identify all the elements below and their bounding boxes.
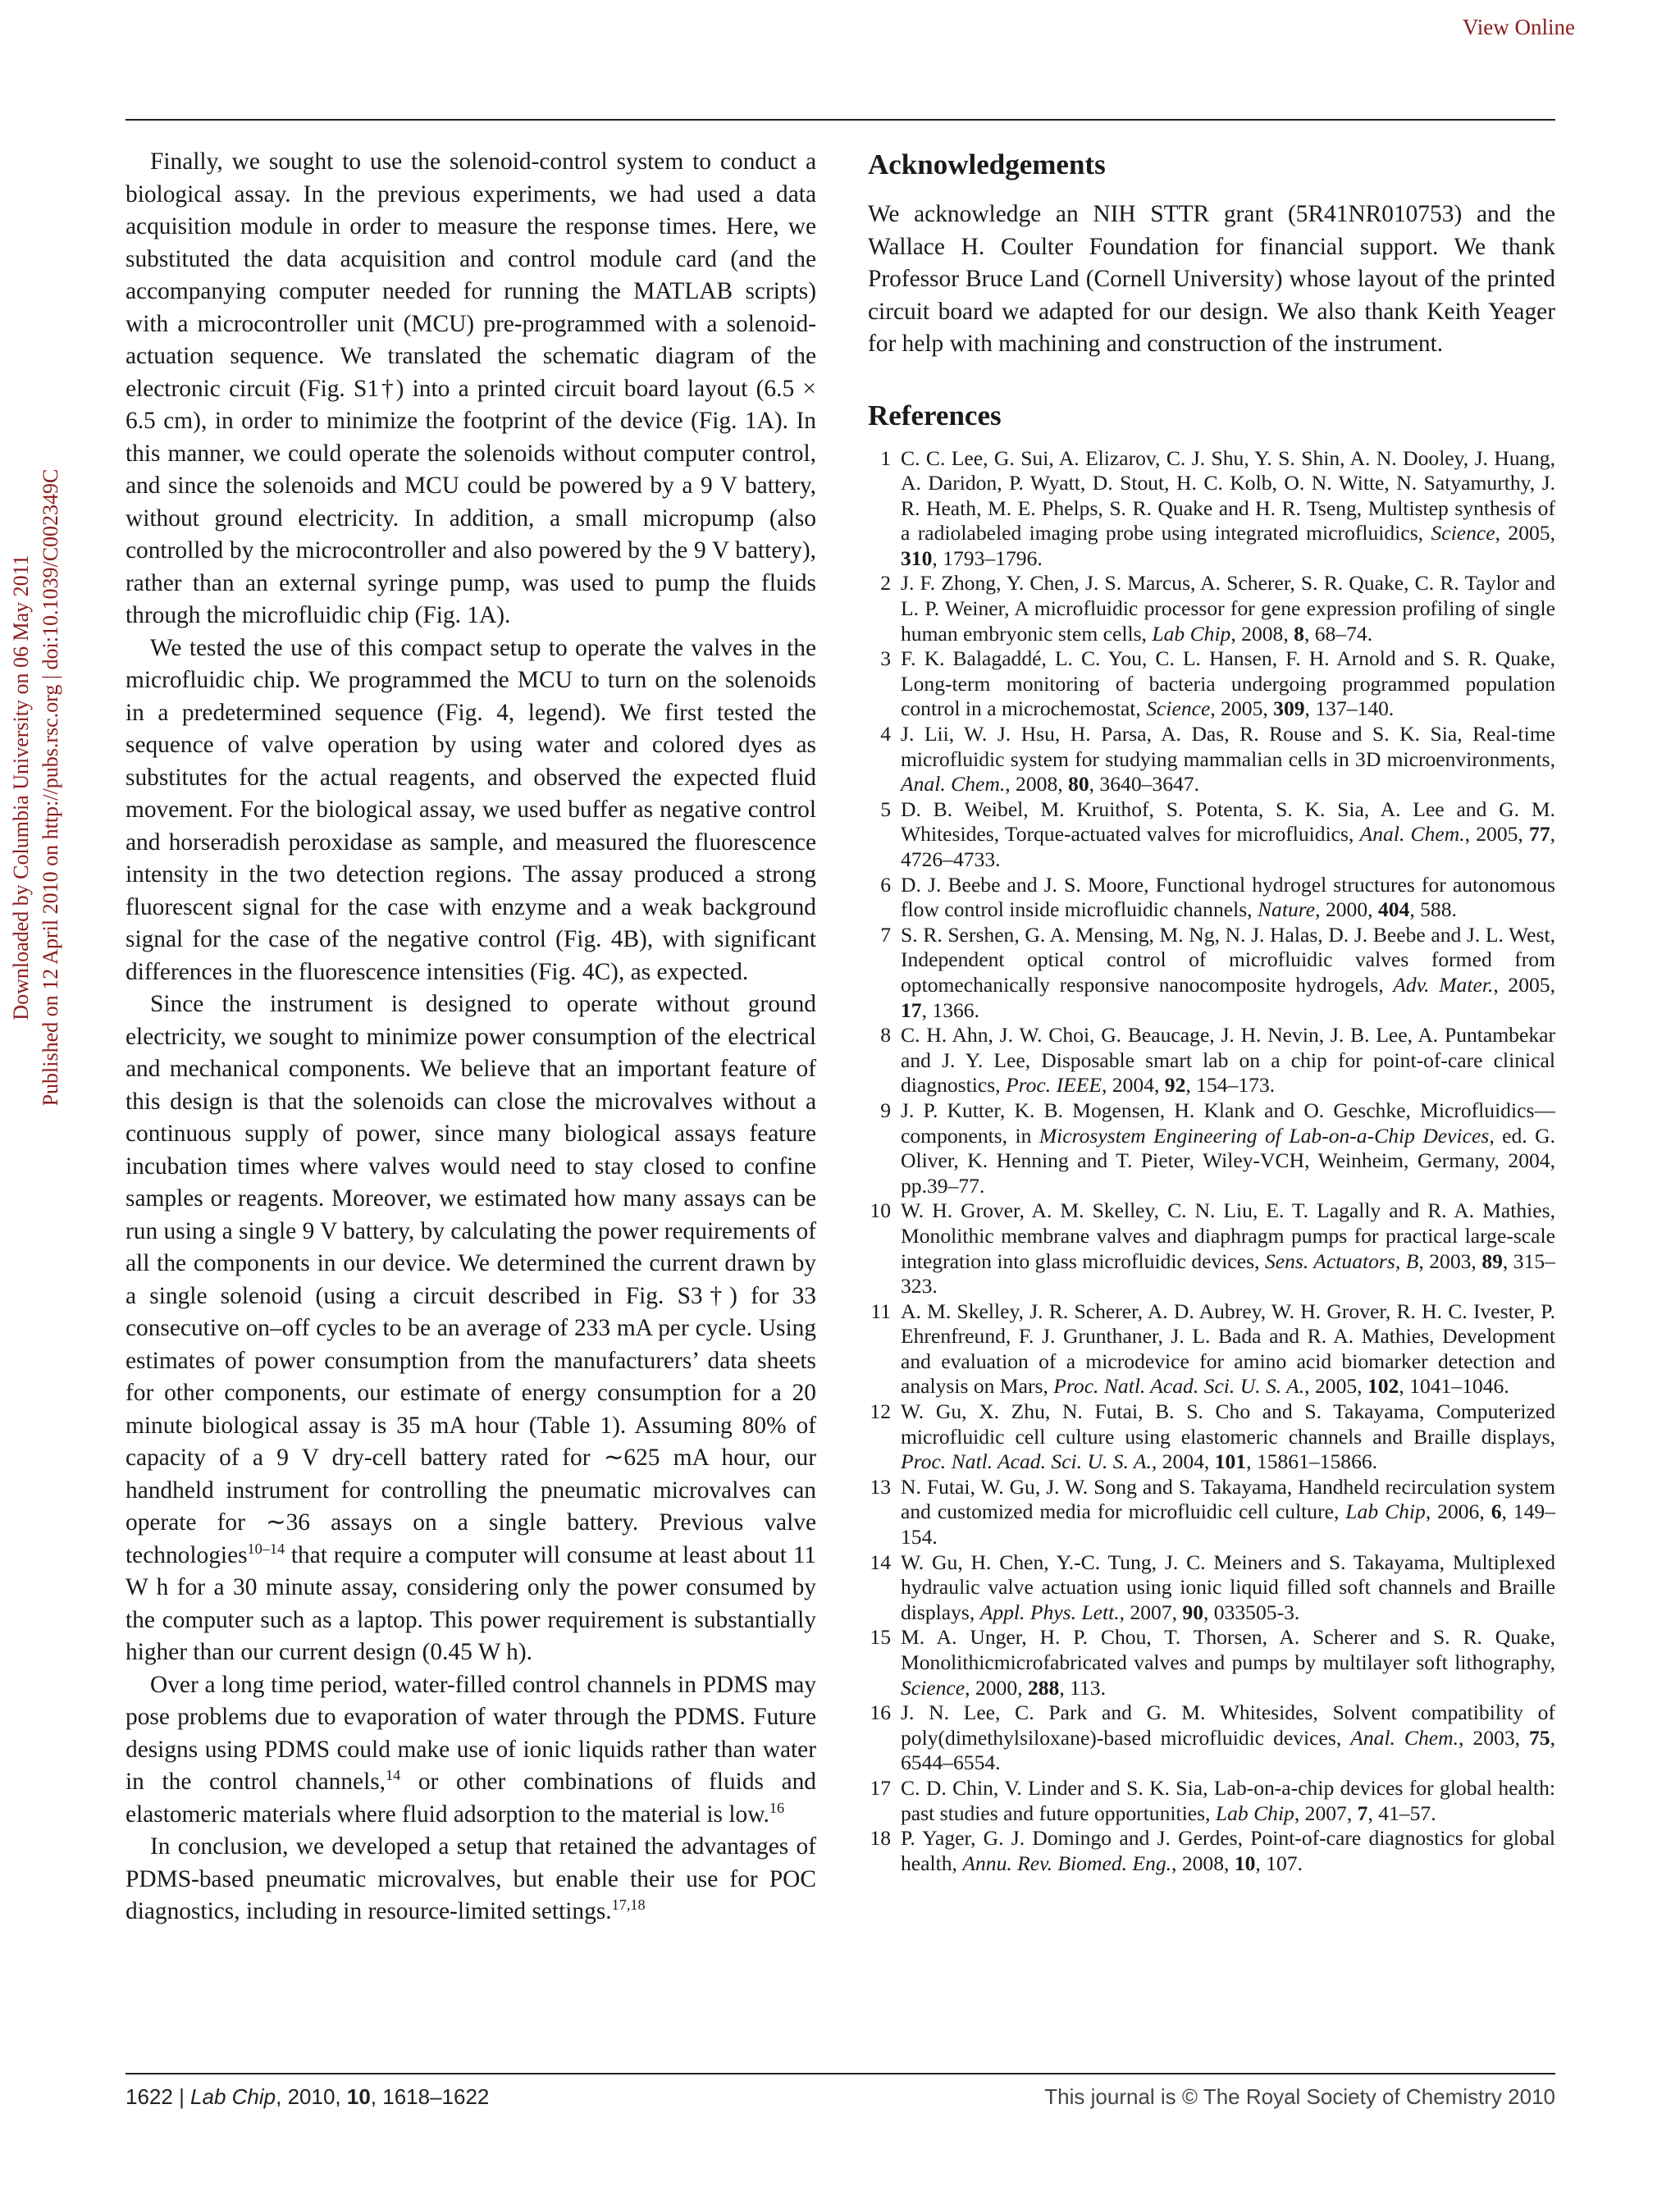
reference-item [868,797,1555,873]
reference-volume: 288 [1027,1675,1060,1700]
paragraph-2: We tested the use of this compact setup to operate the valves in the microfluidic chip. We programmed the MCU to turn on the solenoids in a predetermined sequence (Fig. 4, legend). We first tested the sequence of valve operation by using water and colored dyes as substitutes for the actual reagents, and observed the expected fluid movement. For the biological assay, we used buffer as negative control and horseradish peroxidase as sample, and measured the fluorescence intensity in the two detection regions. The assay produced a strong fluorescent signal for the case with enzyme and a weak background signal for the case of the negative control (Fig. 4B), with significant differences in the fluorescence intensities (Fig. 4C), as expected. [126,634,816,985]
reference-number: 18 [870,1826,891,1851]
reference-pages: , 154–173. [1185,1073,1276,1098]
reference-journal: Proc. IEEE [1005,1073,1102,1098]
reference-authors-title: A. M. Skelley, J. R. Scherer, A. D. Aubrey, W. H. Grover, R. H. C. Ivester, P. Ehrenfreund, F. J. Grunthaner, J. L. Bada and R. A. Mathies, Development and evaluation of a microdevice for amino acid biomarker detection and analysis on Mars, [901,1299,1555,1399]
citation-16[interactable]: 16 [769,1799,785,1816]
reference-pages: , 107. [1255,1851,1303,1875]
reference-number: 7 [880,922,891,947]
reference-year: , 2007, [1294,1801,1358,1825]
reference-year: , 2005, [1493,972,1555,997]
reference-item [868,446,1555,572]
reference-item [868,1098,1555,1198]
reference-pages: , 6544–6554. [901,1725,1555,1775]
reference-volume: 102 [1367,1374,1399,1399]
side-download-stamp [7,230,72,1345]
footer-separator: | [172,2084,191,2109]
reference-pages: , 588. [1409,897,1457,922]
reference-authors-title: F. K. Balagaddé, L. C. You, C. L. Hansen, F. H. Arnold and S. R. Quake, Long-term monitoring of bacteria undergoing programmed population control in a microchemostat, [901,646,1555,721]
reference-item [868,1550,1555,1626]
reference-authors-title: C. D. Chin, V. Linder and S. K. Sia, Lab-on-a-chip devices for global health: past studies and future opportunities, [901,1775,1555,1825]
reference-year: , 2000, [1315,897,1378,922]
reference-item [868,1776,1555,1826]
reference-pages: , 3640–3647. [1089,772,1199,796]
reference-volume: 404 [1377,897,1410,922]
reference-authors-title: S. R. Sershen, G. A. Mensing, M. Ng, N. J. Halas, D. J. Beebe and J. L. West, Independent optical control of microfluidic valves formed from optomechanically responsive nanocomposite hydrogels, [901,922,1555,997]
citation-10-14[interactable]: 10–14 [247,1540,285,1557]
reference-pages: , 149–154. [901,1499,1555,1550]
reference-authors-title: J. P. Kutter, K. B. Mogensen, H. Klank and O. Geschke, Microfluidics—components, in [901,1098,1555,1148]
reference-year: , ed. G. Oliver, K. Henning and T. Pieter, Wiley-VCH, Weinheim, Germany, 2004, pp.39–77. [901,1123,1555,1198]
reference-number: 6 [880,872,891,897]
reference-pages: , 41–57. [1367,1801,1436,1825]
reference-year: , 2005, [1464,822,1530,847]
footer-year: , 2010, [276,2084,347,2109]
reference-number: 15 [870,1625,891,1650]
reference-year: , 2008, [1230,621,1294,646]
reference-authors-title: N. Futai, W. Gu, J. W. Song and S. Takayama, Handheld recirculation system and customized media for microfluidic cell culture, [901,1474,1555,1524]
reference-item [868,1475,1555,1550]
reference-authors-title: W. H. Grover, A. M. Skelley, C. N. Liu, E. T. Lagally and R. A. Mathies, Monolithic membrane valves and diaphragm pumps for practical large-scale integration into glass microfluidic devices, [901,1198,1555,1273]
reference-journal: Lab Chip [1215,1801,1294,1825]
reference-authors-title: W. Gu, X. Zhu, N. Futai, B. S. Cho and S. Takayama, Computerized microfluidic cell culture using elastomeric channels and Braille displays, [901,1399,1555,1449]
reference-authors-title: J. F. Zhong, Y. Chen, J. S. Marcus, A. Scherer, S. R. Quake, C. R. Taylor and L. P. Weiner, A microfluidic processor for gene expression profiling of single human embryonic stem cells, [901,571,1555,646]
reference-journal: Science [1146,696,1211,721]
download-notice: Downloaded by Columbia University on 06 May 2011 [9,555,33,1020]
paragraph-3-tail: that require a computer will consume at least about 11 W h for a 30 minute assay, considering only the power consumed by the computer such as a laptop. This power requirement is substantially higher than our current design (0.45 W h). [126,1541,816,1665]
reference-journal: Microsystem Engineering of Lab-on-a-Chip Devices [1039,1123,1490,1148]
footer-citation [126,2084,489,2110]
paragraph-1: Finally, we sought to use the solenoid-control system to conduct a biological assay. In the previous experiments, we had used a data acquisition module in order to measure the response times. Here, we substituted the data acquisition and control module card (and the accompanying computer needed for running the MATLAB scripts) with a microcontroller unit (MCU) pre-programmed with a solenoid-actuation sequence. We translated the schematic diagram of the electronic circuit (Fig. S1†) into a printed circuit board layout (6.5 × 6.5 cm), in order to minimize the footprint of the device (Fig. 1A). In this manner, we could operate the solenoids without computer control, and since the solenoids and MCU could be powered by a 9 V battery, without ground electricity. In addition, a small micropump (also controlled by the microcontroller and also powered by the 9 V battery), rather than an external syringe pump, was used to pump the fluids through the microfluidic chip (Fig. 1A). [126,148,816,628]
reference-number: 16 [870,1700,891,1725]
reference-authors-title: C. C. Lee, G. Sui, A. Elizarov, C. J. Shu, Y. S. Shin, A. N. Dooley, J. Huang, A. Daridon, P. Wyatt, D. Stout, H. C. Kolb, O. N. Witte, N. Satyamurthy, J. R. Heath, M. E. Phelps, S. R. Quake and H. R. Tseng, Multistep synthesis of a radiolabeled imaging probe using integrated microfluidics, [901,445,1555,545]
reference-item [868,1700,1555,1776]
reference-pages: , 033505-3. [1203,1600,1300,1624]
reference-number: 1 [880,445,891,470]
reference-pages: , 15861–15866. [1246,1449,1378,1474]
reference-journal: Science [901,1675,966,1700]
reference-list [868,446,1555,1877]
reference-number: 14 [870,1550,891,1574]
reference-volume: 6 [1491,1499,1502,1524]
acknowledgements-text: We acknowledge an NIH STTR grant (5R41NR010753) and the Wallace H. Coulter Foundation for financial support. We thank Professor Bruce Land (Cornell University) whose layout of the printed circuit board we adapted for our design. We also thank Keith Yeager for help with machining and construction of the instrument. [868,201,1555,357]
reference-volume: 92 [1164,1073,1186,1098]
footer-journal: Lab Chip [190,2084,276,2109]
publication-notice: Published on 12 April 2010 on http://pubs.rsc.org | doi:10.1039/C002349C [39,468,62,1107]
reference-volume: 7 [1357,1801,1368,1825]
reference-volume: 101 [1214,1449,1247,1474]
reference-year: , 2004, [1151,1449,1215,1474]
reference-authors-title: W. Gu, H. Chen, Y.-C. Tung, J. C. Meiners and S. Takayama, Multiplexed hydraulic valve actuation using ionic liquid filled soft channels and Braille displays, [901,1550,1555,1624]
reference-journal: Adv. Mater. [1393,972,1494,997]
paragraph-3 [126,988,816,1669]
reference-number: 10 [870,1198,891,1223]
reference-journal: Annu. Rev. Biomed. Eng. [962,1851,1172,1875]
page-number: 1622 [126,2084,173,2109]
references-heading: References [868,399,1002,431]
paragraph-4 [126,1669,816,1832]
paragraph-4-text: Over a long time period, water-filled control channels in PDMS may pose problems due to evaporation of water through the PDMS. Future designs using PDMS could make use of ionic liquids rather than water in the control channels, [126,1671,816,1795]
left-column [126,146,816,1928]
reference-year: , 2008, [1005,772,1069,796]
reference-year: , 2005, [1304,1374,1367,1399]
reference-volume: 80 [1068,772,1089,796]
reference-item [868,1399,1555,1475]
reference-number: 5 [880,796,891,821]
reference-journal: Science [1431,521,1495,545]
reference-volume: 90 [1182,1600,1203,1624]
reference-pages: , 68–74. [1303,621,1373,646]
reference-authors-title: D. J. Beebe and J. S. Moore, Functional hydrogel structures for autonomous flow control inside microfluidic channels, [901,872,1555,922]
reference-pages: , 113. [1059,1675,1106,1700]
view-online-link[interactable]: View Online [1462,15,1575,39]
paragraph-5-text: In conclusion, we developed a setup that retained the advantages of PDMS-based pneumatic microvalves, but enable their use for POC diagnostics, including in resource-limited settings. [126,1833,816,1924]
reference-volume: 309 [1273,696,1305,721]
reference-volume: 89 [1481,1248,1503,1273]
footer-volume: 10 [346,2084,371,2109]
reference-item [868,1299,1555,1399]
paragraph-4-mid: or other combinations of fluids and elastomeric materials where fluid adsorption to the material is low. [126,1769,817,1828]
reference-item [868,1023,1555,1098]
reference-journal: Proc. Natl. Acad. Sci. U. S. A. [1053,1374,1305,1399]
reference-year: , 2000, [965,1675,1028,1700]
reference-authors-title: D. B. Weibel, M. Kruithof, S. Potenta, S. K. Sia, A. Lee and G. M. Whitesides, Torque-actuated valves for microfluidics, [901,796,1555,847]
reference-number: 11 [870,1299,891,1323]
reference-journal: Sens. Actuators, B [1264,1248,1419,1273]
reference-journal: Anal. Chem. [1359,822,1465,847]
reference-number: 8 [880,1023,891,1048]
footer-copyright: This journal is © The Royal Society of Chemistry 2010 [1044,2084,1555,2109]
reference-journal: Anal. Chem. [901,772,1006,796]
reference-authors-title: P. Yager, G. J. Domingo and J. Gerdes, Point-of-care diagnostics for global health, [901,1826,1555,1875]
reference-item [868,923,1555,1023]
reference-pages: , 1793–1796. [932,545,1043,570]
reference-pages: , 315–323. [901,1248,1555,1299]
reference-volume: 17 [901,997,922,1022]
reference-item [868,1198,1555,1299]
reference-year: , 2005, [1210,696,1274,721]
reference-pages: , 4726–4733. [901,822,1556,871]
reference-pages: , 137–140. [1304,696,1395,721]
reference-volume: 310 [901,545,933,570]
reference-volume: 8 [1294,621,1304,646]
reference-journal: Nature [1257,897,1316,922]
top-rule [126,119,1555,121]
reference-number: 3 [880,646,891,671]
reference-authors-title: J. Lii, W. J. Hsu, H. Parsa, A. Das, R. Rouse and S. K. Sia, Real-time microfluidic system for studying mammalian cells in 3D microenvironments, [901,722,1555,771]
reference-authors-title: C. H. Ahn, J. W. Choi, G. Beaucage, J. H. Nevin, J. B. Lee, A. Puntambekar and J. Y. Lee, Disposable smart lab on a chip for point-of-care clinical diagnostics, [901,1023,1555,1098]
reference-journal: Appl. Phys. Lett. [979,1600,1120,1624]
reference-number: 13 [870,1474,891,1499]
reference-year: , 2006, [1425,1499,1491,1524]
reference-year: , 2007, [1119,1600,1183,1624]
reference-journal: Anal. Chem. [1350,1725,1459,1750]
reference-year: , 2005, [1495,521,1555,545]
right-column [868,146,1555,1876]
reference-authors-title: J. N. Lee, C. Park and G. M. Whitesides, Solvent compatibility of poly(dimethylsiloxane)-based microfluidic devices, [901,1700,1555,1750]
reference-pages: , 1366. [921,997,979,1022]
reference-item [868,1826,1555,1876]
citation-17-18[interactable]: 17,18 [611,1896,646,1914]
paragraph-5 [126,1831,816,1928]
reference-year: , 2003, [1459,1725,1529,1750]
reference-number: 17 [870,1775,891,1800]
reference-volume: 77 [1529,822,1550,847]
citation-14[interactable]: 14 [386,1767,401,1784]
reference-item [868,873,1555,923]
reference-number: 4 [880,722,891,746]
reference-journal: Lab Chip [1152,621,1231,646]
reference-volume: 75 [1529,1725,1550,1750]
reference-journal: Lab Chip [1345,1499,1426,1524]
footer-pages: , 1618–1622 [370,2084,490,2109]
paragraph-3-text: Since the instrument is designed to operate without ground electricity, we sought to minimize power consumption of the electrical and mechanical components. We believe that an important feature of this design is that the solenoids can close the microvalves without a continuous supply of power, since many biological assays feature incubation times where valves would need to stay closed to confine samples or reagents. Moreover, we estimated how many assays can be run using a single 9 V battery, by calculating the power requirements of all the components in our device. We determined the current drawn by a single solenoid (using a circuit described in Fig. S3†) for 33 consecutive on–off cycles to be an average of 233 mA per cycle. Using estimates of power consumption from the manufacturers’ data sheets for other components, our estimate of energy consumption for a 20 minute biological assay is 35 mA hour (Table 1). Assuming 80% of capacity of a 9 V dry-cell battery rated for ∼625 mA hour, our handheld instrument for controlling the pneumatic microvalves can operate for ∼36 assays on a single battery. Previous valve technologies [126,991,816,1568]
reference-year: , 2004, [1102,1073,1165,1098]
acknowledgements-heading: Acknowledgements [868,148,1106,180]
reference-volume: 10 [1234,1851,1256,1875]
reference-item [868,646,1555,722]
reference-journal: Proc. Natl. Acad. Sci. U. S. A. [901,1449,1152,1474]
reference-pages: , 1041–1046. [1399,1374,1509,1399]
bottom-rule [126,2073,1555,2074]
reference-year: , 2003, [1418,1248,1482,1273]
reference-authors-title: M. A. Unger, H. P. Chou, T. Thorsen, A. Scherer and S. R. Quake, Monolithicmicrofabricated valves and pumps by multilayer soft lithography, [901,1625,1555,1674]
reference-item [868,571,1555,646]
reference-number: 9 [880,1098,891,1122]
reference-number: 12 [870,1399,891,1424]
reference-item [868,722,1555,797]
reference-number: 2 [880,571,891,596]
reference-item [868,1625,1555,1700]
reference-year: , 2008, [1171,1851,1235,1875]
